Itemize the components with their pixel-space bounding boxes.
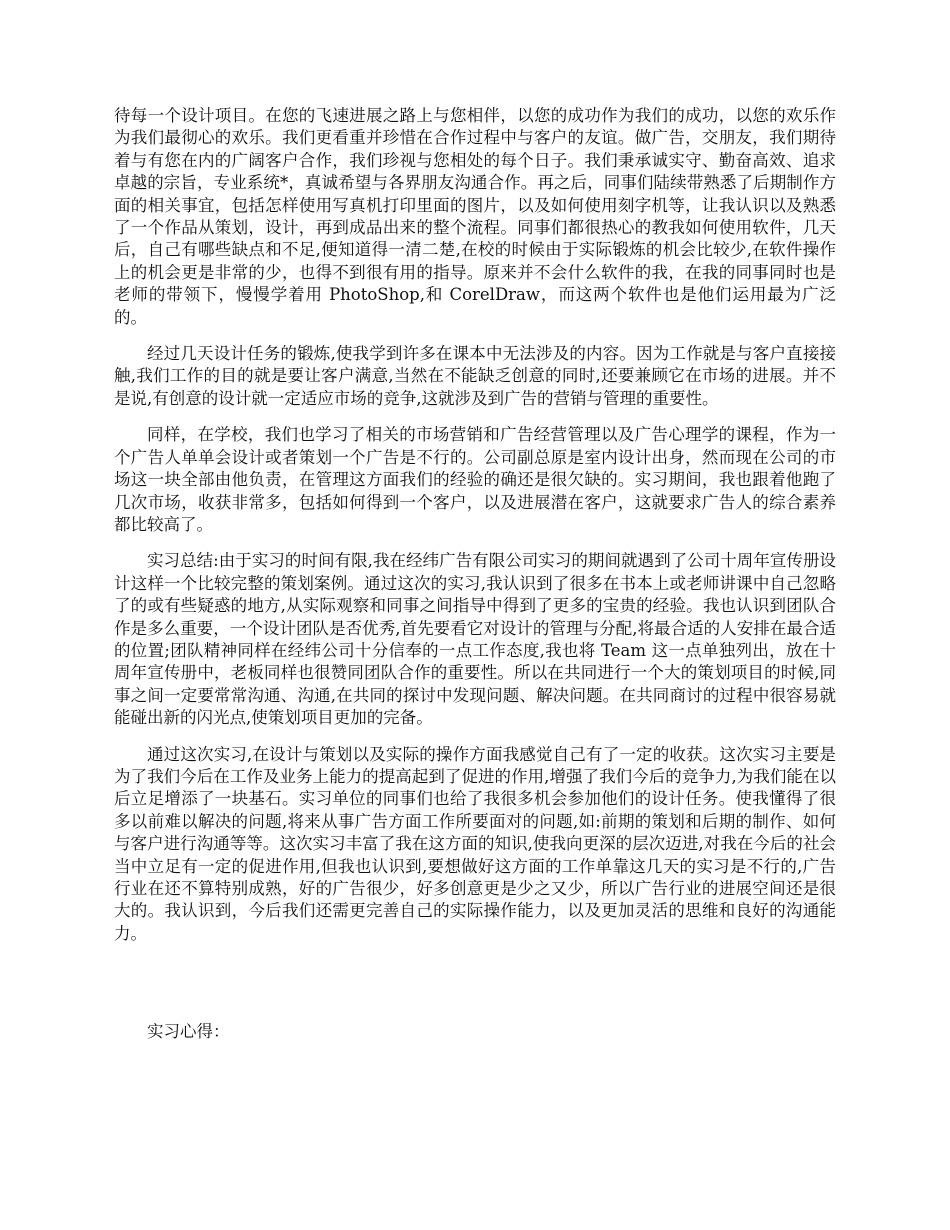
paragraph-5: 通过这次实习,在设计与策划以及实际的操作方面我感觉自己有了一定的收获。这次实习主要是为了我们今后在工作及业务上能力的提高起到了促进的作用,增强了我们今后的竞争力,为我们能在以后立足增添了一块基石。实习单位的同事们也给了我很多机会参加他们的设计任务。使我懂得了很多以前难以解决的问题,将来从事广告方面工作所要面对的问题,如:前期的策划和后期的制作、如何与客户进行沟通等等。这次实习丰富了我在这方面的知识,使我向更深的层次迈进,对我在今后的社会当中立足有一定的促进作用,但我也认识到,要想做好这方面的工作单靠这几天的实习是不行的,广告行业在还不算特别成熟，好的广告很少，好多创意更是少之又少，所以广告行业的进展空间还是很大的。我认识到，今后我们还需更完善自己的实际操作能力，以及更加灵活的思维和良好的沟通能力。 [114,744,836,943]
section-spacer [114,959,836,1021]
paragraph-1: 待每一个设计项目。在您的飞速进展之路上与您相伴，以您的成功作为我们的成功，以您的欢乐作为我们最彻心的欢乐。我们更看重并珍惜在合作过程中与客户的友谊。做广告，交朋友，我们期待着与有您在内的广阔客户合作，我们珍视与您相处的每个日子。我们秉承诚实守、勤奋高效、追求卓越的宗旨，专业系统*，真诚希望与各界朋友沟通合作。再之后，同事们陆续带熟悉了后期制作方面的相关事宜，包括怎样使用写真机打印里面的图片，以及如何使用刻字机等，让我认识以及熟悉了一个作品从策划，设计，再到成品出来的整个流程。同事们都很热心的教我如何使用软件，几天后，自己有哪些缺点和不足,便知道得一清二楚,在校的时候由于实际锻炼的机会比较少,在软件操作上的机会更是非常的少，也得不到很有用的指导。原来并不会什么软件的我，在我的同事同时也是老师的带领下，慢慢学着用 PhotoShop,和 CorelDraw，而这两个软件也是他们运用最为广泛的。 [114,106,836,327]
paragraph-4: 实习总结:由于实习的时间有限,我在经纬广告有限公司实习的期间就遇到了公司十周年宣传册设计这样一个比较完整的策划案例。通过这次的实习,我认识到了很多在书本上或老师讲课中自己忽略了的或有些疑惑的地方,从实际观察和同事之间指导中得到了更多的宝贵的经验。我也认识到团队合作是多么重要，一个设计团队是否优秀,首先要看它对设计的管理与分配,将最合适的人安排在最合适的位置;团队精神同样在经纬公司十分信奉的一点工作态度,我也将 Team 这一点单独列出，放在十周年宣传册中，老板同样也很赞同团队合作的重要性。所以在共同进行一个大的策划项目的时候,同事之间一定要常常沟通、沟通,在共同的探讨中发现问题、解决问题。在共同商讨的过程中很容易就能碰出新的闪光点,使策划项目更加的完备。 [114,551,836,728]
paragraph-3: 同样，在学校，我们也学习了相关的市场营销和广告经营管理以及广告心理学的课程，作为一个广告人单单会设计或者策划一个广告是不行的。公司副总原是室内设计出身，然而现在公司的市场这一块全部由他负责，在管理这方面我们的经验的确还是很欠缺的。实习期间，我也跟着他跑了几次市场，收获非常多，包括如何得到一个客户，以及进展潜在客户，这就要求广告人的综合素养都比较高了。 [114,425,836,534]
section-heading: 实习心得： [147,1022,230,1042]
document-page [114,105,836,1058]
paragraph-2: 经过几天设计任务的锻炼,使我学到许多在课本中无法涉及的内容。因为工作就是与客户直接接触,我们工作的目的就是要让客户满意,当然在不能缺乏创意的同时,还要兼顾它在市场的进展。并不是说,有创意的设计就一定适应市场的竞争,这就涉及到广告的营销与管理的重要性。 [114,344,836,408]
